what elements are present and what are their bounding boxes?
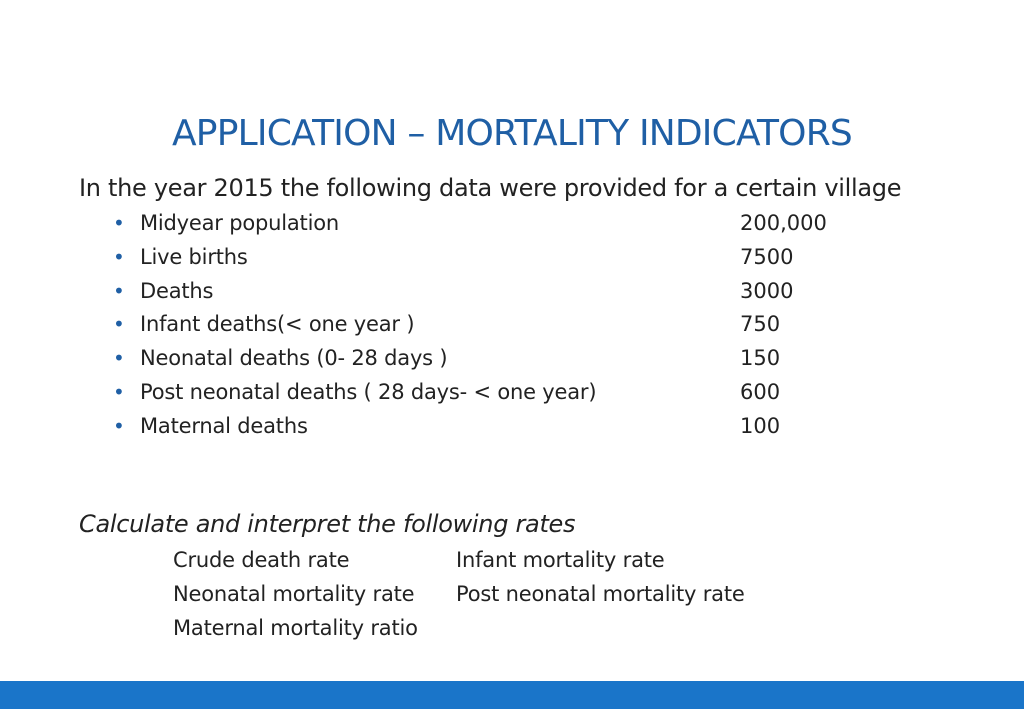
data-label: Infant deaths(< one year ) — [140, 312, 415, 337]
rate-neonatal-mortality: Neonatal mortality rate — [173, 582, 415, 606]
data-row-deaths — [113, 275, 873, 309]
data-row-post-neonatal-deaths — [113, 376, 873, 410]
data-value: 100 — [740, 413, 781, 438]
rate-maternal-mortality: Maternal mortality ratio — [173, 616, 418, 640]
rate-post-neonatal-mortality: Post neonatal mortality rate — [456, 582, 745, 606]
data-value: 200,000 — [740, 211, 827, 235]
bullet-icon: • — [113, 211, 125, 235]
data-label: Maternal deaths — [140, 413, 308, 438]
data-label: Midyear population — [140, 211, 339, 235]
bullet-icon: • — [113, 379, 125, 404]
rate-infant-mortality: Infant mortality rate — [456, 548, 665, 572]
data-row-midyear-population — [113, 207, 873, 241]
bullet-icon: • — [113, 244, 125, 269]
data-row-live-births — [113, 241, 873, 275]
task-heading: Calculate and interpret the following rates — [79, 510, 576, 538]
intro-text: In the year 2015 the following data were provided for a certain village — [79, 174, 902, 202]
data-list — [113, 207, 873, 444]
bullet-icon: • — [113, 346, 125, 371]
data-label: Deaths — [140, 278, 214, 303]
data-value: 600 — [740, 379, 781, 404]
data-label: Post neonatal deaths ( 28 days- < one year) — [140, 379, 597, 404]
bullet-icon: • — [113, 312, 125, 337]
data-value: 150 — [740, 346, 781, 371]
data-row-neonatal-deaths — [113, 342, 873, 376]
data-value: 3000 — [740, 278, 794, 303]
data-row-infant-deaths — [113, 308, 873, 342]
rate-crude-death: Crude death rate — [173, 548, 350, 572]
footer-bar — [0, 681, 1024, 709]
data-value: 750 — [740, 312, 781, 337]
data-label: Neonatal deaths (0- 28 days ) — [140, 346, 448, 371]
data-label: Live births — [140, 244, 248, 269]
bullet-icon: • — [113, 413, 125, 438]
data-value: 7500 — [740, 244, 794, 269]
data-row-maternal-deaths — [113, 410, 873, 444]
slide-title: APPLICATION – MORTALITY INDICATORS — [171, 113, 852, 154]
bullet-icon: • — [113, 278, 125, 303]
